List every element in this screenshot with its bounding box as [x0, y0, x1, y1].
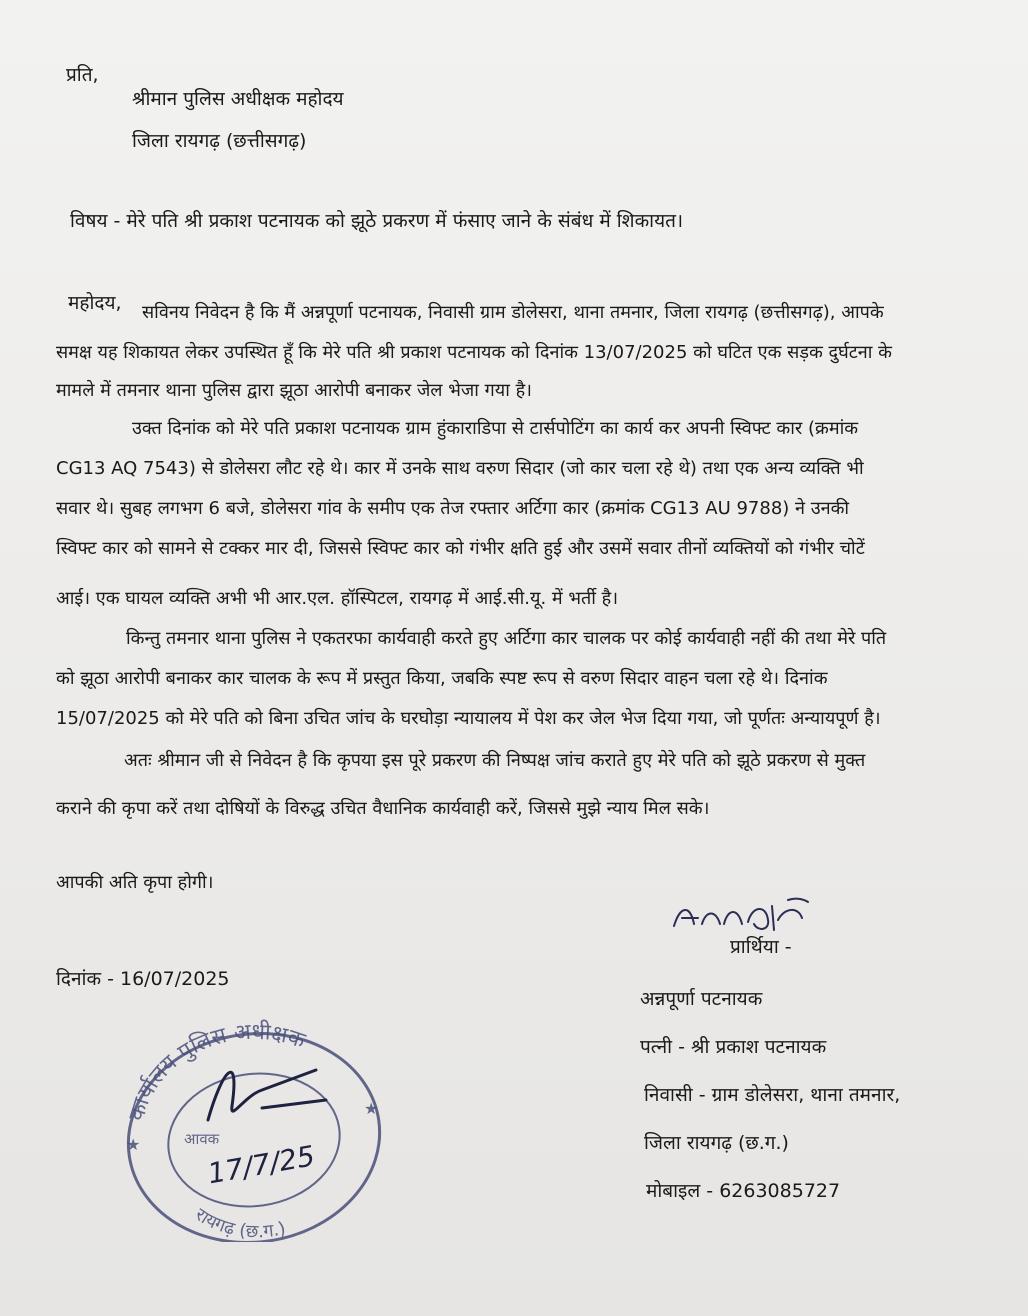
applicant-label: प्रार्थिया -	[730, 936, 792, 958]
applicant-name: अन्नपूर्णा पटनायक	[640, 988, 763, 1010]
body-line: समक्ष यह शिकायत लेकर उपस्थित हूँ कि मेरे पति श्री प्रकाश पटनायक को दिनांक 13/07/2025 को घटित एक सड़क दुर्घटना के	[56, 342, 892, 363]
salutation: महोदय,	[68, 292, 122, 314]
to-label: प्रति,	[66, 64, 99, 86]
star-icon: ★	[364, 1099, 379, 1118]
body-line: कराने की कृपा करें तथा दोषियों के विरुद्ध उचित वैधानिक कार्यवाही करें, जिससे मुझे न्याय मिल सके।	[56, 798, 710, 819]
initials-scribble	[208, 1070, 326, 1120]
body-line: आई। एक घायल व्यक्ति अभी भी आर.एल. हॉस्पिटल, रायगढ़ में आई.सी.यू. में भर्ती है।	[56, 588, 619, 609]
subject-line: विषय - मेरे पति श्री प्रकाश पटनायक को झूठे प्रकरण में फंसाए जाने के संबंध में शिकायत।	[70, 210, 684, 232]
body-line: मामले में तमनार थाना पुलिस द्वारा झूठा आरोपी बनाकर जेल भेजा गया है।	[56, 380, 532, 401]
residence-line-1: निवासी - ग्राम डोलेसरा, थाना तमनार,	[644, 1084, 901, 1106]
body-line: CG13 AQ 7543) से डोलेसरा लौट रहे थे। कार में उनके साथ वरुण सिदार (जो कार चला रहे थे) तथा एक अन्य व्यक्ति भी	[56, 458, 864, 479]
body-line: स्विफ्ट कार को सामने से टक्कर मार दी, जिससे स्विफ्ट कार को गंभीर क्षति हुई और उसमें सवार तीनों व्यक्तियों को गंभीर चोटें	[56, 538, 865, 559]
body-line: सवार थे। सुबह लगभग 6 बजे, डोलेसरा गांव के समीप एक तेज रफ्तार अर्टिगा कार (क्रमांक CG13 AU 9788) ने उनकी	[56, 498, 850, 519]
closing-line: आपकी अति कृपा होगी।	[56, 872, 214, 893]
addressee-line-2: जिला रायगढ़ (छत्तीसगढ़)	[132, 130, 307, 152]
stamp-handwritten-date: 17/7/25	[205, 1139, 318, 1191]
stamp-bottom-text: रायगढ़ (छ.ग.)	[191, 1204, 288, 1242]
body-line: उक्त दिनांक को मेरे पति प्रकाश पटनायक ग्राम हुंकाराडिपा से टार्सपोटिंग का कार्य कर अपनी स्विफ्ट कार (क्रमांक	[132, 418, 859, 439]
body-line: किन्तु तमनार थाना पुलिस ने एकतरफा कार्यवाही करते हुए अर्टिगा कार चालक पर कोई कार्यवाही नहीं की तथा मेरे पति	[126, 628, 887, 649]
addressee-line-1: श्रीमान पुलिस अधीक्षक महोदय	[132, 88, 344, 110]
mobile-line: मोबाइल - 6263085727	[646, 1180, 841, 1202]
body-line: को झूठा आरोपी बनाकर कार चालक के रूप में प्रस्तुत किया, जबकि स्पष्ट रूप से वरुण सिदार वाहन चला रहे थे। दिनांक	[56, 668, 828, 689]
office-stamp	[112, 1010, 392, 1242]
stamp-middle-text: आवक	[184, 1130, 220, 1148]
body-line: सविनय निवेदन है कि मैं अन्नपूर्णा पटनायक, निवासी ग्राम डोलेसरा, थाना तमनार, जिला रायगढ़ (छत्तीसगढ़), आपके	[142, 302, 884, 323]
star-icon: ★	[126, 1135, 141, 1154]
spouse-line: पत्नी - श्री प्रकाश पटनायक	[640, 1036, 827, 1058]
residence-line-2: जिला रायगढ़ (छ.ग.)	[644, 1132, 789, 1154]
svg-text:कार्यालय पुलिस अधीक्षक	[124, 1019, 309, 1124]
stamp-top-text: कार्यालय पुलिस अधीक्षक	[124, 1019, 309, 1124]
body-line: 15/07/2025 को मेरे पति को बिना उचित जांच के घरघोड़ा न्यायालय में पेश कर जेल भेज दिया गया, जो पूर्णतः अन्यायपूर्ण है।	[56, 708, 881, 729]
body-line: अतः श्रीमान जी से निवेदन है कि कृपया इस पूरे प्रकरण की निष्पक्ष जांच कराते हुए मेरे पति को झूठे प्रकरण से मुक्त	[124, 750, 866, 771]
date-line: दिनांक - 16/07/2025	[56, 968, 230, 990]
